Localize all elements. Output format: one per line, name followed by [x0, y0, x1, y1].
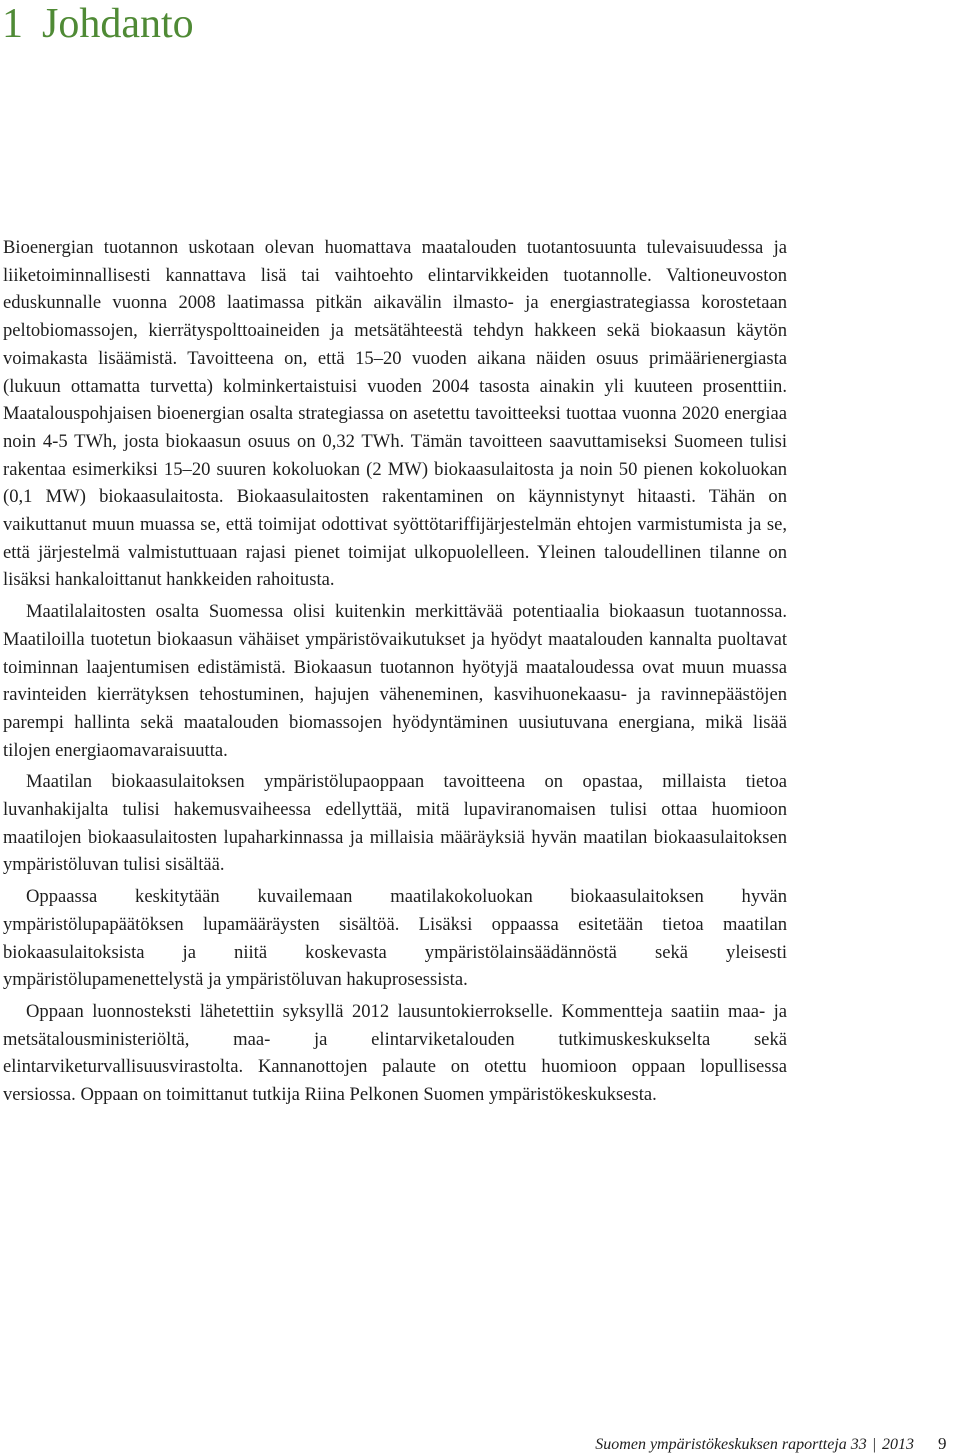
chapter-title: Johdanto	[42, 1, 194, 47]
page-number: 9	[938, 1434, 947, 1453]
paragraph-guide-focus: Oppaassa keskitytään kuvailemaan maatilakokoluokan biokaasulaitoksen hyvän ympäristölupapäätöksen lupamääräysten sisältöä. Lisäksi oppaassa esitetään tietoa maatilan biokaasulaitoksista ja niitä koskevasta ympäristölainsäädännöstä sekä yleisesti ympäristölupamenettelystä ja ympäristöluvan hakuprosessista.	[3, 886, 787, 991]
footer-divider: |	[872, 1436, 876, 1453]
chapter-number: 1	[2, 1, 23, 47]
paragraph-guide-goal: Maatilan biokaasulaitoksen ympäristölupaoppaan tavoitteena on opastaa, millaista tietoa luvanhakijalta tulisi hakemusvaiheessa edellyttää, mitä lupaviranomaisen tulisi ottaa huomioon maatilojen biokaasulaitosten lupaharkinnassa ja millaisia määräyksiä hyvän maatilan biokaasulaitoksen ympäristöluvan tulisi sisältää.	[3, 771, 787, 876]
chapter-heading	[2, 0, 194, 52]
footer-series: Suomen ympäristökeskuksen raportteja	[595, 1436, 847, 1453]
footer-year: 2013	[882, 1436, 914, 1453]
footer-issue: 33	[850, 1436, 867, 1453]
paragraph-intro: Bioenergian tuotannon uskotaan olevan huomattava maatalouden tuotantosuunta tulevaisuudessa ja liiketoiminnallisesti kannattava lisä tai vaihtoehto elintarvikkeiden tuotannolle. Valtioneuvoston eduskunnalle vuonna 2008 laatimassa pitkän aikavälin ilmasto- ja energiastrategiassa korostetaan peltobiomassojen, kierrätyspolttoaineiden ja metsätähteestä tehdyn hakkeen sekä biokaasun käytön voimakasta lisäämistä. Tavoitteena on, että 15–20 vuoden aikana näiden osuus primäärienergiasta (lukuun ottamatta turvetta) kolminkertaistuisi vuoden 2004 tasosta ainakin yli kuuteen prosenttiin. Maatalouspohjaisen bioenergian osalta strategiassa on asetettu tavoitteeksi tuottaa vuonna 2020 energiaa noin 4-5 TWh, josta biokaasun osuus on 0,32 TWh. Tämän tavoitteen saavuttamiseksi Suomeen tulisi rakentaa esimerkiksi 15–20 suuren kokoluokan (2 MW) biokaasulaitosta ja noin 50 pienen kokoluokan (0,1 MW) biokaasulaitosta. Biokaasulaitosten rakentaminen on käynnistynyt hitaasti. Tähän on vaikuttanut muun muassa se, että toimijat odottivat syöttötariffijärjestelmän ehtojen varmistumista ja se, että järjestelmä valmistuttuaan rajasi pienet toimijat ulkopuolelleen. Yleinen taloudellinen tilanne on lisäksi hankaloittanut hankkeiden rahoitusta.	[3, 237, 787, 591]
body-text	[3, 234, 787, 1109]
paragraph-potential: Maatilalaitosten osalta Suomessa olisi kuitenkin merkittävää potentiaalia biokaasun tuotannossa. Maatiloilla tuotetun biokaasun vähäiset ympäristövaikutukset ja hyödyt maatalouden kannalta puoltavat toiminnan laajentumisen edistämistä. Biokaasun tuotannon hyötyjä maataloudessa ovat muun muassa ravinteiden kierrätyksen tehostuminen, hajujen väheneminen, kasvihuonekaasu- ja ravinnepäästöjen parempi hallinta sekä maatalouden biomassojen hyödyntäminen uusiutuvana energiana, mikä lisää tilojen energiaomavaraisuutta.	[3, 601, 787, 761]
paragraph-review: Oppaan luonnosteksti lähetettiin syksyllä 2012 lausuntokierrokselle. Kommentteja saatiin maa- ja metsätalousministeriöltä, maa- ja elintarviketalouden tutkimuskeskukselta sekä elintarviketurvallisuusvirastolta. Kannanottojen palaute on otettu huomioon oppaan lopullisessa versiossa. Oppaan on toimittanut tutkija Riina Pelkonen Suomen ympäristökeskuksesta.	[3, 1000, 787, 1106]
page-footer	[595, 1434, 960, 1455]
